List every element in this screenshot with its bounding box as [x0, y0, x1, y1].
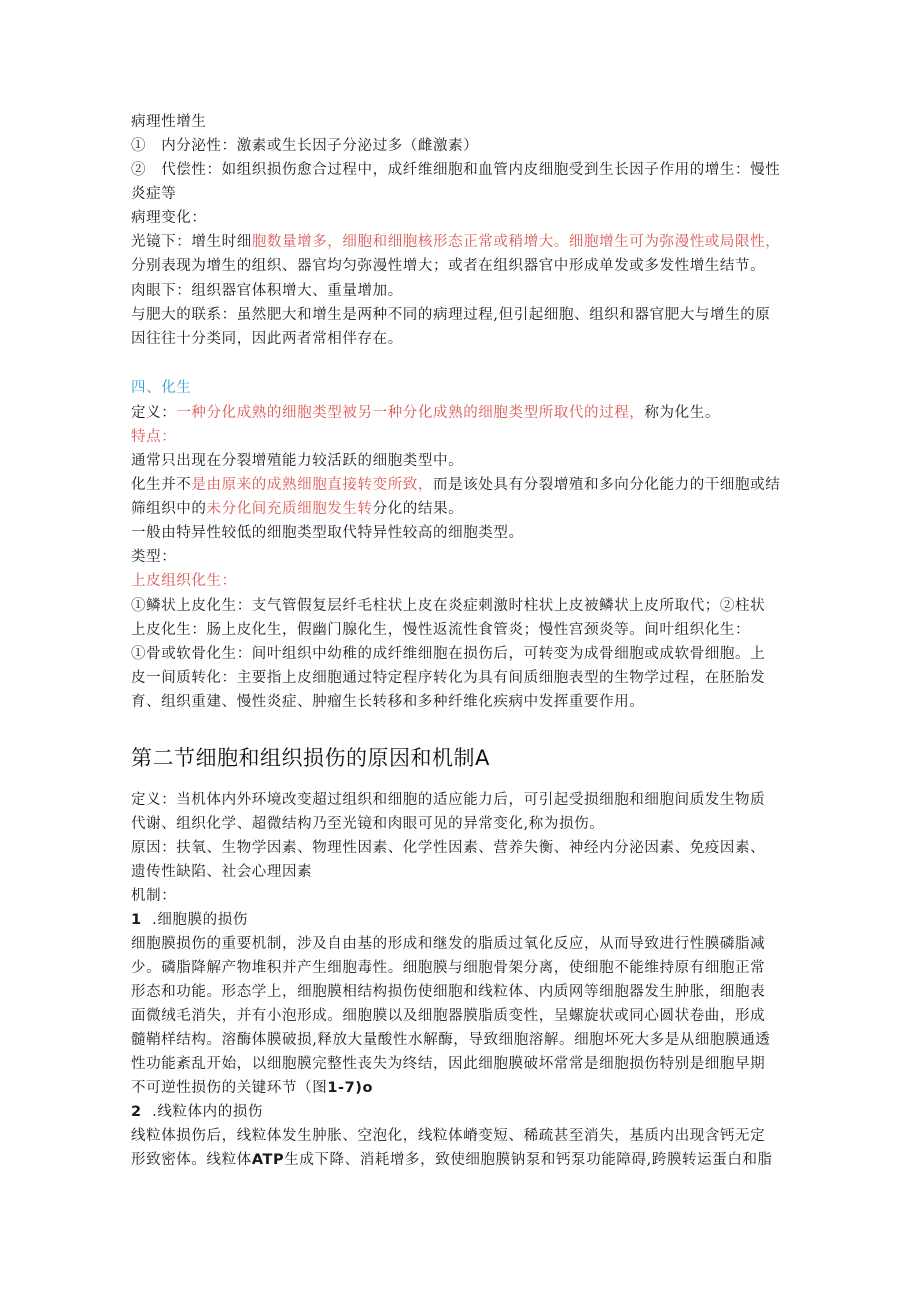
paragraph-line: ①鳞状上皮化生：支气管假复层纤毛柱状上皮在炎症刺激时柱状上皮被鳞状上皮所取代；②柱状 [131, 598, 766, 614]
item-number: 1 [131, 912, 142, 928]
section-heading-metaplasia: 四、化生 [131, 380, 192, 396]
paragraph-line: 分别表现为增生的组织、器官均匀弥漫性增大；或者在组织器官中形成单发或多发性增生结节。 [131, 258, 766, 274]
highlight-text: 未分化间充质细胞发生转 [206, 501, 373, 517]
paragraph-line: 育、组织重建、慢性炎症、肿瘤生长转移和多种纤维化疾病中发挥重要作用。 [131, 694, 645, 710]
paragraph-line: 上皮化生：肠上皮化生，假幽门腺化生，慢性返流性食管炎；慢性宫颈炎等。间叶组织化生： [131, 622, 751, 638]
definition-line [131, 403, 720, 423]
subheading-cell-membrane [131, 910, 248, 930]
text-span: 形致密体。线粒体 [131, 1152, 252, 1168]
paragraph-line [131, 475, 780, 495]
text-span: 光镜下：增生时细 [131, 234, 252, 250]
subheading-mechanism: 机制： [131, 888, 177, 904]
text-span: 称为化生。 [644, 405, 720, 421]
paragraph-line: 原因：扶氧、生物学因素、物理性因素、化学性因素、营养失衡、神经内分泌因素、免疫因素、 [131, 840, 766, 856]
subheading-pathology-change: 病理变化： [131, 210, 207, 226]
paragraph-line: 因往往十分类同，因此两者常相伴存在。 [131, 331, 403, 347]
subheading-types: 类型： [131, 549, 177, 565]
text-span: .线粒体内的损伤 [141, 1104, 264, 1120]
paragraph-line: ② 代偿性：如组织损伤愈合过程中，成纤维细胞和血管内皮细胞受到生长因子作用的增生：慢性 [131, 162, 781, 178]
subheading-mitochondria [131, 1102, 263, 1122]
text-span: 定义： [131, 405, 177, 421]
text-span: 生成下降、消耗增多，致使细胞膜钠泵和钙泵功能障碍,跨膜转运蛋白和脂 [284, 1152, 773, 1168]
text-span: 而是该处具有分裂增殖和多向分化能力的干细胞或结 [433, 477, 781, 493]
subheading-features: 特点： [131, 429, 177, 445]
paragraph-line [131, 1078, 373, 1098]
text-span: 筛组织中的 [131, 501, 207, 517]
paragraph-line: 与肥大的联系：虽然肥大和增生是两种不同的病理过程,但引起细胞、组织和器官肥大与增生的原 [131, 307, 771, 323]
paragraph-line: 肉眼下：组织器官体积增大、重量增加。 [131, 283, 403, 299]
item-number: 2 [131, 1104, 142, 1120]
paragraph-line [131, 232, 780, 252]
paragraph-line: 定义：当机体内外环境改变超过组织和细胞的适应能力后，可引起受损细胞和细胞间质发生物质 [131, 792, 766, 808]
paragraph-line: 遗传性缺陷、社会心理因素 [131, 864, 313, 880]
paragraph-line: 面微绒毛消失，并有小泡形成。细胞膜以及细胞器膜脂质变性，呈螺旋状或同心圆状卷曲，形成 [131, 1008, 766, 1024]
text-span: .细胞膜的损伤 [141, 912, 248, 928]
paragraph-line: 代谢、组织化学、超微结构乃至光镜和肉眼可见的异常变化,称为损伤。 [131, 816, 605, 832]
text-span: 分化的结果。 [372, 501, 464, 517]
paragraph-line [131, 1150, 773, 1170]
highlight-text: 胞数量增多，细胞和细胞核形态正常或稍增大。细胞增生可为弥漫性或局限性， [251, 234, 781, 250]
paragraph-line: 形态和功能。形态学上，细胞膜相结构损伤使细胞和线粒体、内质网等细胞器发生肿胀，细胞表 [131, 984, 766, 1000]
highlight-text: 是由原来的成熟细胞直接转变所致， [191, 477, 434, 493]
text-span: 不可逆性损伤的关键环节（图 [131, 1080, 328, 1096]
abbreviation-atp: ATP [251, 1152, 285, 1168]
section-title: 第二节细胞和组织损伤的原因和机制A [131, 746, 490, 770]
paragraph-line: 皮一间质转化：主要指上皮细胞通过特定程序转化为具有间质细胞表型的生物学过程，在胚胎发 [131, 670, 766, 686]
paragraph-line: 一般由特异性较低的细胞类型取代特异性较高的细胞类型。 [131, 525, 524, 541]
paragraph-line: 通常只出现在分裂增殖能力较活跃的细胞类型中。 [131, 453, 464, 469]
figure-reference: 1-7)o [327, 1080, 374, 1096]
paragraph-line: 炎症等 [131, 186, 177, 202]
text-span: 化生并不 [131, 477, 192, 493]
highlight-text: 一种分化成熟的细胞类型被另一种分化成熟的细胞类型所取代的过程， [176, 405, 645, 421]
paragraph-line: ①骨或软骨化生：间叶组织中幼稚的成纤维细胞在损伤后，可转变为成骨细胞或成软骨细胞。上 [131, 646, 766, 662]
paragraph-line: 线粒体损伤后，线粒体发生肿胀、空泡化，线粒体嵴变短、稀疏甚至消失，基质内出现含钙无定 [131, 1128, 766, 1144]
paragraph-line [131, 499, 463, 519]
paragraph-line: 性功能紊乱开始，以细胞膜完整性丧失为终结，因此细胞膜破坏常常是细胞损伤特别是细胞早期 [131, 1056, 766, 1072]
paragraph-line: 少。磷脂降解产物堆积并产生细胞毒性。细胞膜与细胞骨架分离，使细胞不能维持原有细胞正常 [131, 960, 766, 976]
heading-pathological-hyperplasia: 病理性增生 [131, 114, 207, 130]
paragraph-line: ① 内分泌性：激素或生长因子分泌过多（雌激素） [131, 138, 479, 154]
subheading-epithelial: 上皮组织化生： [131, 573, 237, 589]
paragraph-line: 细胞膜损伤的重要机制，涉及自由基的形成和继发的脂质过氧化反应，从而导致进行性膜磷脂减 [131, 936, 766, 952]
paragraph-line: 髓鞘样结构。溶酶体膜破损,释放大量酸性水解酶，导致细胞溶解。细胞坏死大多是从细胞膜通透 [131, 1032, 771, 1048]
